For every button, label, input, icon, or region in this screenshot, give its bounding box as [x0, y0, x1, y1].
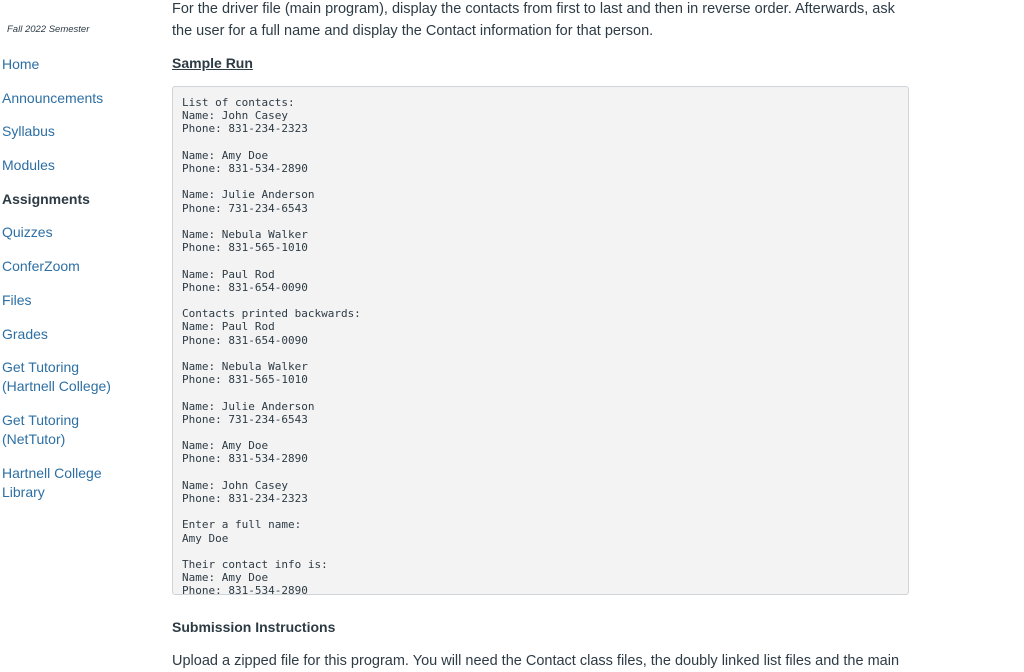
nav-item-files[interactable]: Files — [2, 291, 32, 308]
nav-item-tutoring-nettutor[interactable]: Get Tutoring (NetTutor) — [2, 411, 80, 447]
intro-paragraph: For the driver file (main program), display the contacts from first to last and then in reverse order. Afterwards, ask the user for a full name and display the Contact information for that person. — [172, 1, 895, 39]
code-line: Name: Amy Doe — [182, 439, 269, 453]
nav-item-syllabus[interactable]: Syllabus — [2, 123, 55, 140]
code-group — [182, 307, 908, 347]
code-group — [182, 558, 908, 598]
nav-item-assignments[interactable]: Assignments — [2, 190, 90, 207]
code-line: Phone: 831-534-2890 — [182, 162, 308, 175]
course-nav — [2, 55, 120, 516]
code-line: Name: Paul Rod — [182, 267, 275, 281]
code-group — [182, 400, 908, 426]
nav-item-quizzes[interactable]: Quizzes — [2, 224, 53, 241]
code-line: Amy Doe — [182, 531, 229, 545]
code-group — [182, 439, 908, 465]
sample-run-heading: Sample Run — [172, 55, 253, 71]
code-line: Name: Julie Anderson — [182, 188, 315, 202]
code-line: Name: Amy Doe — [182, 571, 269, 585]
code-line: Phone: 731-234-6543 — [182, 412, 308, 426]
nav-item-home[interactable]: Home — [2, 56, 40, 72]
code-line: Phone: 831-534-2890 — [182, 452, 308, 466]
code-line: Name: John Casey — [182, 478, 288, 492]
sample-run-code-block — [172, 86, 909, 598]
code-line: Name: Amy Doe — [182, 148, 269, 162]
nav-item-library[interactable]: Hartnell College Library — [2, 464, 102, 500]
code-line: Contacts printed backwards: — [182, 307, 361, 321]
semester-label: Fall 2022 Semester — [7, 24, 90, 35]
code-line: Phone: 831-234-2323 — [182, 491, 308, 505]
code-group — [182, 228, 908, 254]
code-line: Phone: 831-234-2323 — [182, 122, 308, 136]
code-line: Phone: 831-654-0090 — [182, 280, 308, 294]
code-line: Phone: 831-565-1010 — [182, 373, 308, 387]
submission-heading: Submission Instructions — [172, 619, 336, 635]
nav-item-announcements[interactable]: Announcements — [2, 89, 104, 106]
code-line: Their contact info is: — [182, 557, 328, 571]
code-line: Phone: 831-654-0090 — [182, 333, 308, 347]
submission-paragraph: Upload a zipped file for this program. You will need the Contact class files, the doubly linked list files and the main — [172, 653, 900, 669]
code-group — [182, 268, 908, 294]
code-line: Phone: 831-565-1010 — [182, 241, 308, 255]
nav-item-grades[interactable]: Grades — [2, 325, 48, 342]
code-line: Name: Nebula Walker — [182, 227, 308, 241]
code-group — [182, 96, 908, 136]
code-line: Phone: 831-534-2890 — [182, 584, 308, 598]
code-line: Enter a full name: — [182, 518, 302, 532]
code-line: List of contacts: — [182, 96, 295, 109]
code-group — [182, 149, 908, 175]
nav-item-conferzoom[interactable]: ConferZoom — [2, 258, 80, 275]
code-line: Name: Nebula Walker — [182, 359, 308, 373]
code-group — [182, 360, 908, 386]
code-line: Name: Julie Anderson — [182, 399, 315, 413]
nav-item-tutoring-hartnell[interactable]: Get Tutoring (Hartnell College) — [2, 359, 111, 395]
code-line: Phone: 731-234-6543 — [182, 201, 308, 215]
course-sidebar — [0, 0, 160, 664]
code-line: Name: John Casey — [182, 109, 288, 123]
code-group — [182, 518, 908, 544]
nav-item-modules[interactable]: Modules — [2, 157, 55, 174]
code-group — [182, 188, 908, 214]
code-group — [182, 479, 908, 505]
code-line: Name: Paul Rod — [182, 320, 275, 334]
